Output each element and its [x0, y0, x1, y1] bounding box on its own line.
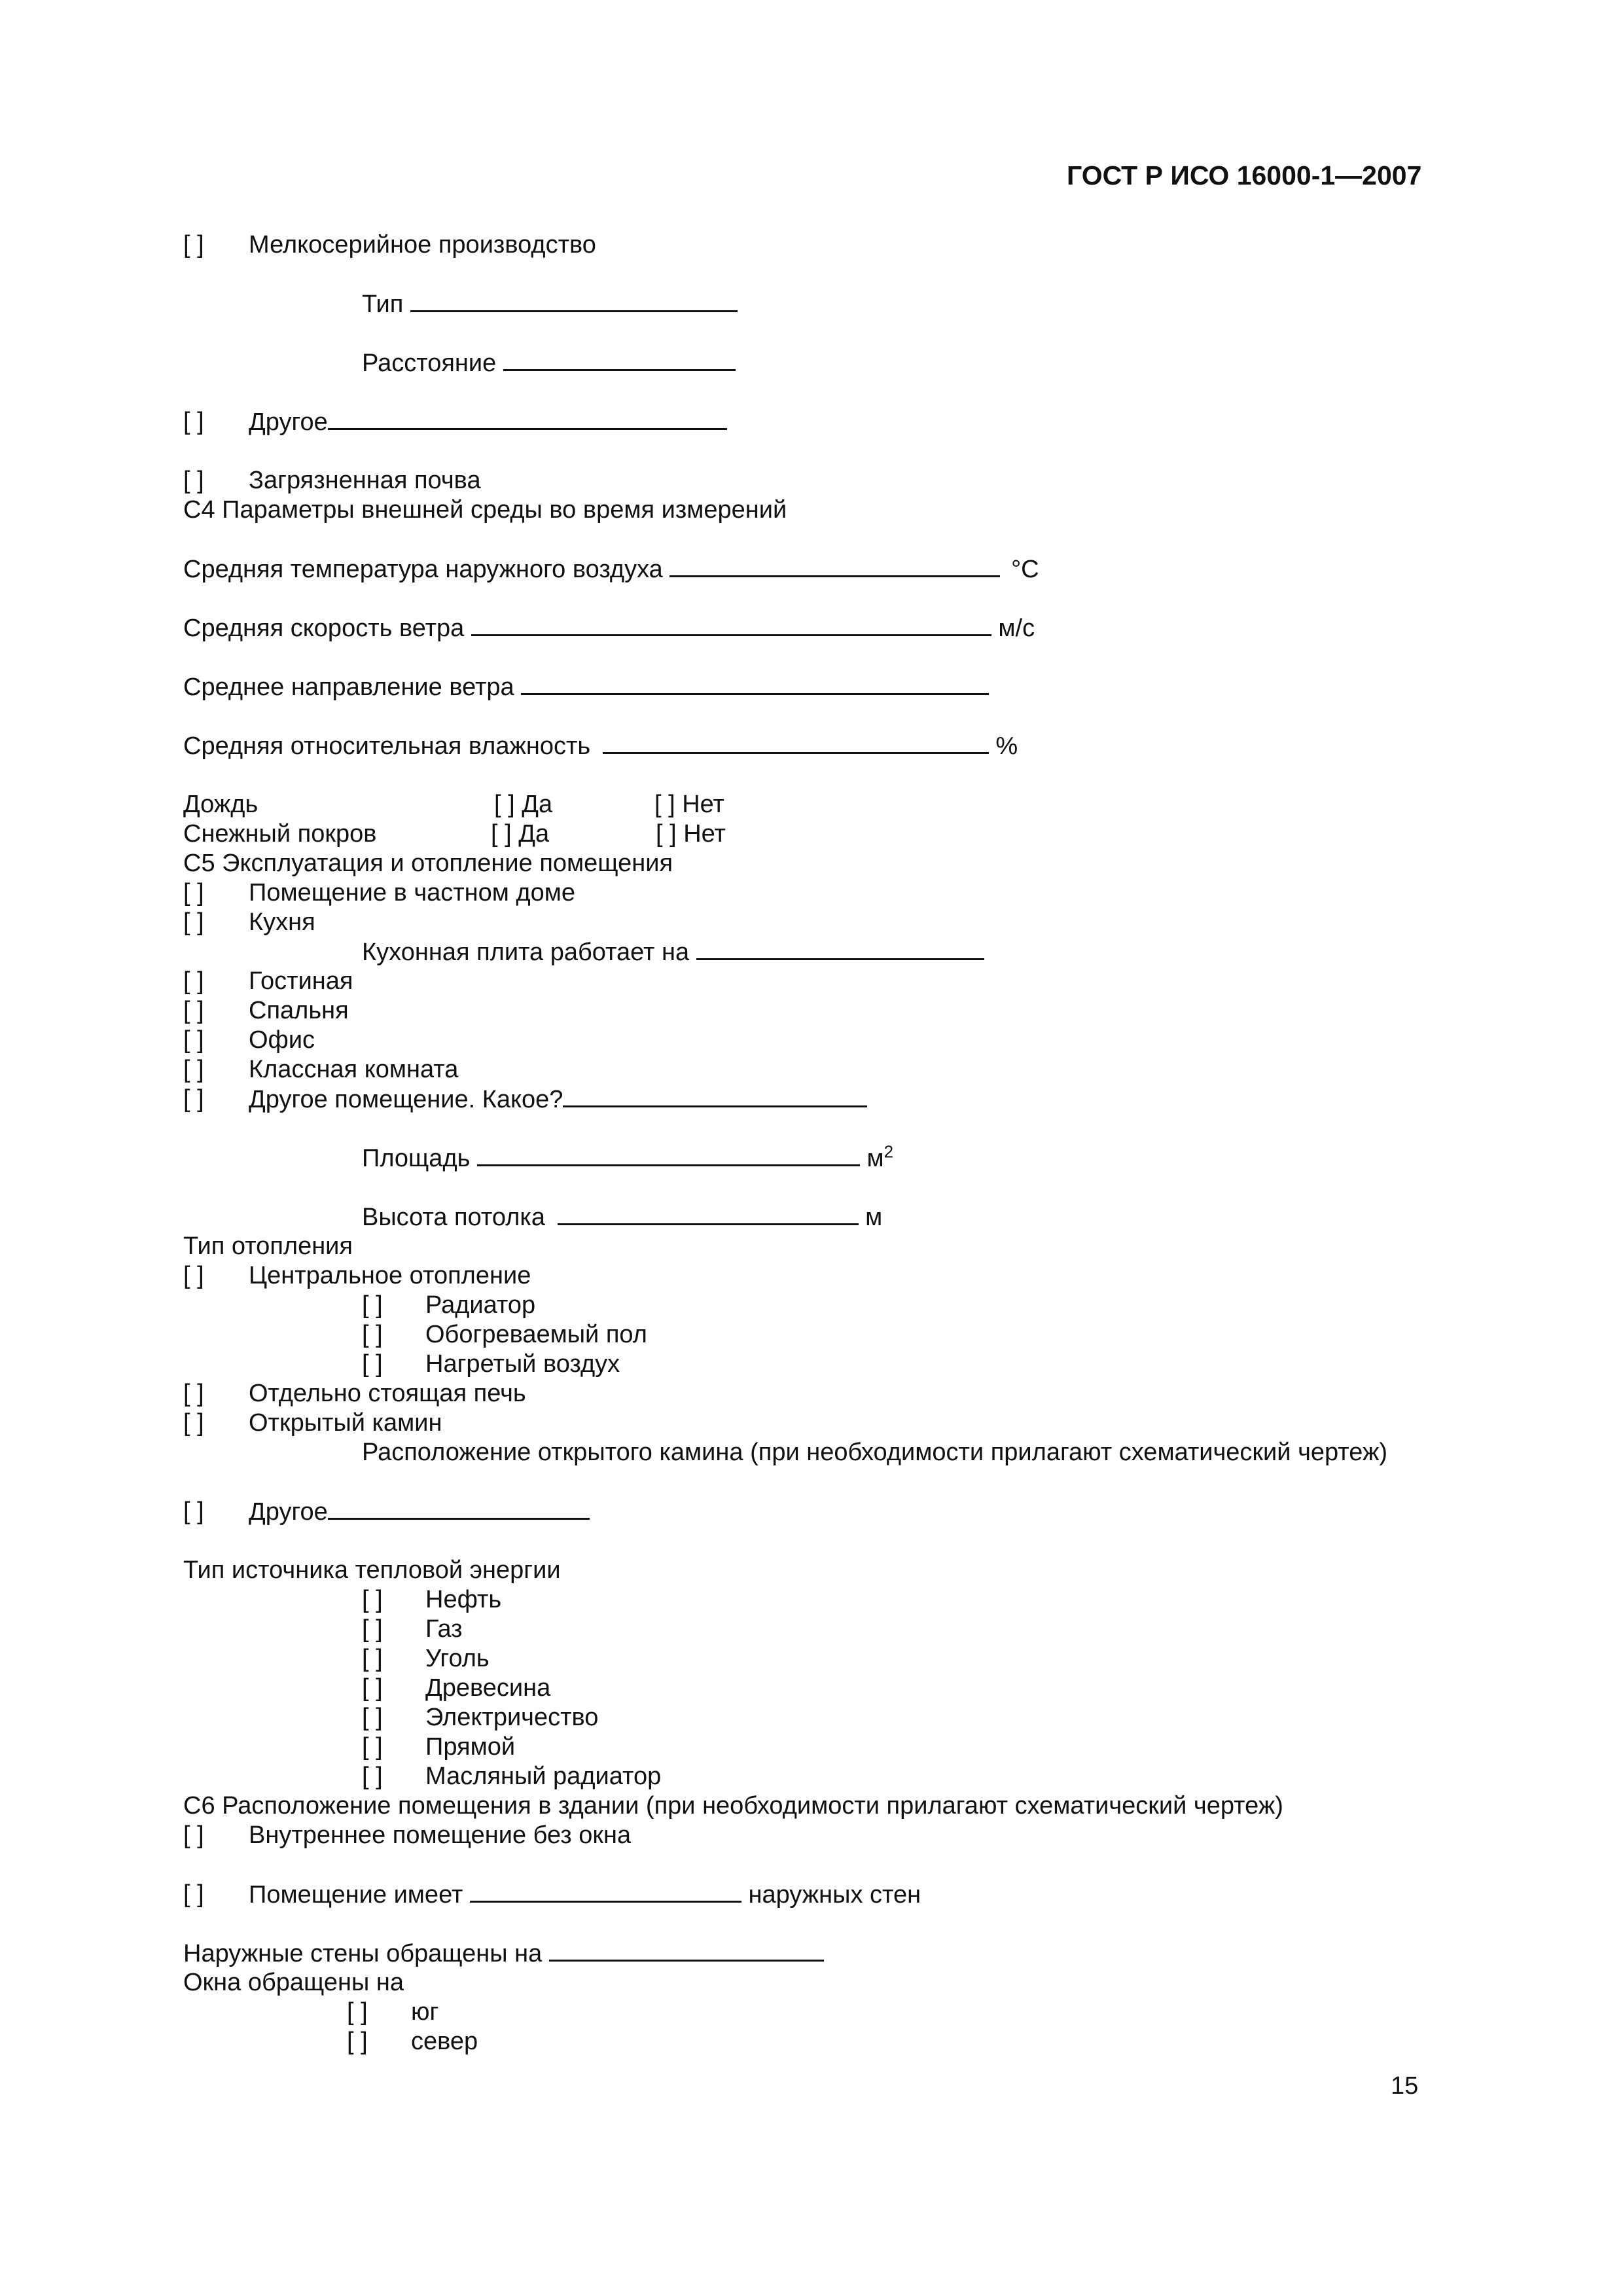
energy-source-heading: Тип источника тепловой энергии [183, 1556, 561, 1584]
coal-label: Уголь [425, 1645, 490, 1672]
gas-label: Газ [425, 1615, 463, 1643]
walls-face-label: Наружные стены обращены на [183, 1940, 543, 1967]
north-label: север [411, 2028, 478, 2055]
avg-wind-dir-label: Среднее направление ветра [183, 673, 514, 701]
outer-walls-count-input[interactable] [470, 1880, 741, 1903]
area-unit: м [866, 1145, 884, 1172]
ceiling-height-unit: м [865, 1204, 883, 1231]
avg-wind-speed-field [183, 613, 1035, 643]
section-c4-title: С4 Параметры внешней среды во время измерений [183, 496, 787, 524]
distance-input[interactable] [503, 348, 736, 371]
stove-fuel-field [362, 937, 984, 967]
checkbox-classroom[interactable]: [ ] [183, 1056, 204, 1083]
checkbox-other-heating[interactable]: [ ] [183, 1498, 204, 1525]
avg-temp-field [183, 554, 1039, 584]
avg-wind-dir-input[interactable] [521, 672, 989, 695]
avg-wind-speed-label: Средняя скорость ветра [183, 615, 465, 642]
checkbox-coal[interactable]: [ ] [362, 1645, 383, 1672]
type-label: Тип [362, 291, 404, 318]
document-id: ГОСТ Р ИСО 16000-1—2007 [1067, 160, 1422, 190]
area-label: Площадь [362, 1145, 471, 1172]
type-input[interactable] [410, 289, 738, 312]
other-source-label: Другое [249, 408, 328, 436]
checkbox-oil[interactable]: [ ] [362, 1586, 383, 1613]
floor-heating-label: Обогреваемый пол [425, 1321, 647, 1348]
page-number: 15 [1391, 2072, 1419, 2100]
other-source-field [249, 407, 727, 437]
avg-temp-label: Средняя температура наружного воздуха [183, 556, 663, 583]
checkbox-hot-air[interactable]: [ ] [362, 1350, 383, 1378]
checkbox-other-room[interactable]: [ ] [183, 1085, 204, 1113]
other-heating-field [249, 1497, 590, 1527]
checkbox-bedroom[interactable]: [ ] [183, 997, 204, 1024]
checkbox-other-source[interactable]: [ ] [183, 408, 204, 435]
wood-label: Древесина [425, 1674, 551, 1702]
checkbox-gas[interactable]: [ ] [362, 1615, 383, 1643]
heating-type-heading: Тип отопления [183, 1232, 353, 1260]
windows-face-label: Окна обращены на [183, 1969, 404, 1996]
checkbox-electricity[interactable]: [ ] [362, 1704, 383, 1731]
checkbox-oil-radiator[interactable]: [ ] [362, 1763, 383, 1790]
area-unit-exponent: 2 [883, 1141, 894, 1162]
checkbox-central-heating[interactable]: [ ] [183, 1262, 204, 1289]
section-c6-title: С6 Расположение помещения в здании (при необходимости прилагают схематический чертеж) [183, 1792, 1283, 1820]
rain-label: Дождь [183, 791, 259, 818]
fireplace-label: Открытый камин [249, 1409, 442, 1437]
stove-fuel-input[interactable] [696, 937, 984, 960]
stove-label: Отдельно стоящая печь [249, 1380, 526, 1407]
other-room-label: Другое помещение. Какое? [249, 1086, 563, 1113]
south-label: юг [411, 1998, 439, 2026]
other-room-input[interactable] [563, 1085, 867, 1107]
other-room-field [249, 1085, 867, 1115]
walls-face-field [183, 1939, 824, 1969]
checkbox-stove[interactable]: [ ] [183, 1380, 204, 1407]
bedroom-label: Спальня [249, 997, 349, 1024]
living-room-label: Гостиная [249, 967, 353, 995]
type-field [362, 289, 738, 319]
kitchen-label: Кухня [249, 908, 315, 936]
private-house-label: Помещение в частном доме [249, 879, 576, 906]
ceiling-height-input[interactable] [558, 1202, 859, 1225]
avg-humidity-label: Средняя относительная влажность [183, 732, 591, 760]
contaminated-soil-label: Загрязненная почва [249, 467, 481, 494]
rain-no-checkbox[interactable]: [ ] Нет [654, 791, 724, 818]
avg-humidity-field [183, 731, 1018, 761]
classroom-label: Классная комната [249, 1056, 459, 1083]
checkbox-contaminated-soil[interactable]: [ ] [183, 467, 204, 494]
outer-walls-label: Помещение имеет [249, 1881, 463, 1909]
avg-wind-speed-unit: м/с [998, 615, 1035, 642]
avg-temp-unit: °С [1010, 556, 1039, 583]
checkbox-fireplace[interactable]: [ ] [183, 1409, 204, 1437]
small-production-label: Мелкосерийное производство [249, 231, 596, 259]
checkbox-living-room[interactable]: [ ] [183, 967, 204, 995]
area-input[interactable] [477, 1143, 860, 1166]
snow-label: Снежный покров [183, 820, 377, 848]
other-heating-input[interactable] [328, 1497, 590, 1520]
checkbox-direct[interactable]: [ ] [362, 1733, 383, 1761]
hot-air-label: Нагретый воздух [425, 1350, 620, 1378]
snow-no-checkbox[interactable]: [ ] Нет [656, 820, 726, 848]
avg-wind-dir-field [183, 672, 989, 702]
checkbox-inner-room[interactable]: [ ] [183, 1821, 204, 1849]
radiator-label: Радиатор [425, 1291, 536, 1319]
direct-label: Прямой [425, 1733, 516, 1761]
avg-wind-speed-input[interactable] [471, 613, 991, 636]
checkbox-south[interactable]: [ ] [347, 1998, 368, 2026]
central-heating-label: Центральное отопление [249, 1262, 531, 1289]
checkbox-wood[interactable]: [ ] [362, 1674, 383, 1702]
area-field [362, 1143, 893, 1174]
checkbox-kitchen[interactable]: [ ] [183, 908, 204, 936]
walls-face-input[interactable] [549, 1939, 824, 1962]
section-c5-title: С5 Эксплуатация и отопление помещения [183, 850, 673, 877]
oil-radiator-label: Масляный радиатор [425, 1763, 662, 1790]
rain-yes-checkbox[interactable]: [ ] Да [494, 791, 553, 818]
other-heating-label: Другое [249, 1498, 328, 1526]
checkbox-floor-heating[interactable]: [ ] [362, 1321, 383, 1348]
checkbox-small-production[interactable]: [ ] [183, 231, 204, 259]
checkbox-private-house[interactable]: [ ] [183, 879, 204, 906]
fireplace-location-note: Расположение открытого камина (при необходимости прилагают схематический чертеж) [362, 1439, 1388, 1466]
checkbox-office[interactable]: [ ] [183, 1026, 204, 1054]
ceiling-height-field [362, 1202, 882, 1232]
avg-humidity-input[interactable] [603, 731, 989, 754]
ceiling-height-label: Высота потолка [362, 1204, 545, 1231]
outer-walls-field [249, 1880, 921, 1910]
outer-walls-suffix: наружных стен [748, 1881, 921, 1909]
other-source-input[interactable] [328, 407, 727, 430]
checkbox-outer-walls[interactable]: [ ] [183, 1880, 204, 1908]
office-label: Офис [249, 1026, 315, 1054]
inner-room-label: Внутреннее помещение без окна [249, 1821, 632, 1849]
oil-label: Нефть [425, 1586, 502, 1613]
distance-field [362, 348, 736, 378]
snow-yes-checkbox[interactable]: [ ] Да [491, 820, 550, 848]
checkbox-radiator[interactable]: [ ] [362, 1291, 383, 1319]
stove-fuel-label: Кухонная плита работает на [362, 939, 690, 966]
avg-temp-input[interactable] [669, 554, 1000, 577]
distance-label: Расстояние [362, 350, 497, 377]
electricity-label: Электричество [425, 1704, 599, 1731]
checkbox-north[interactable]: [ ] [347, 2028, 368, 2055]
avg-humidity-unit: % [995, 732, 1018, 760]
